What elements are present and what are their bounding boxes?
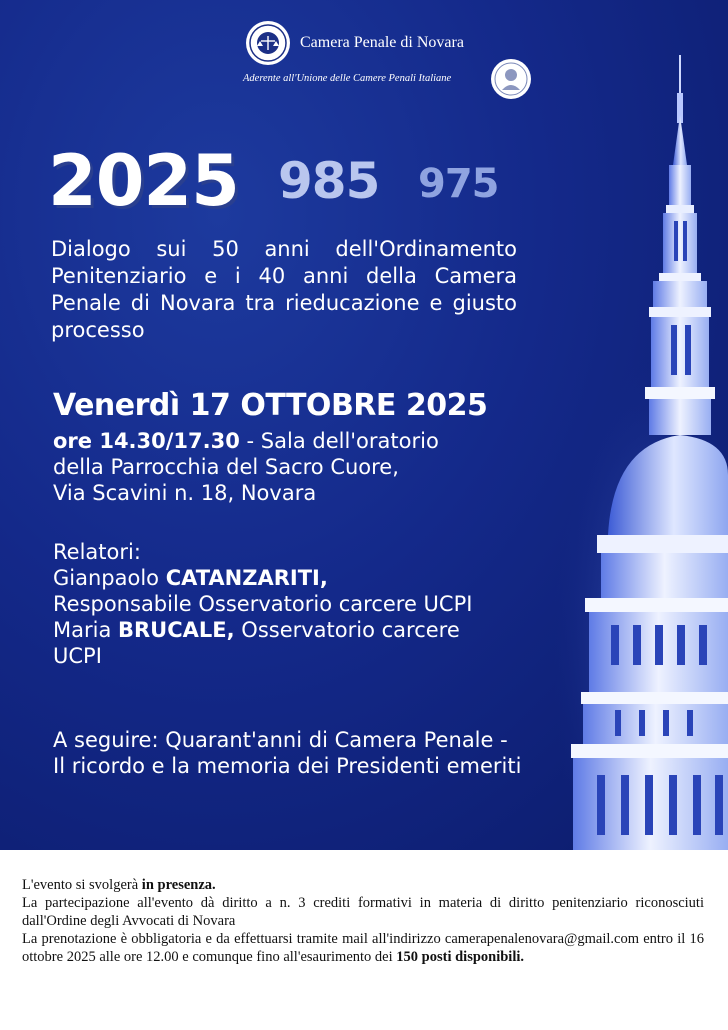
venue-line-1: - Sala dell'oratorio: [239, 429, 439, 453]
speaker-2-first: Maria: [53, 618, 118, 642]
footer-seats: 150 posti disponibili.: [396, 949, 525, 965]
footer-booking-text: La prenotazione è obbligatoria e da effettuarsi tramite mail all'indirizzo camerapenalenovara@gmail.com entro il 16 ottobre 2025 alle ore 12.00 e comunque fino all'esaurimento dei: [22, 931, 704, 965]
event-time: ore 14.30/17.30: [53, 429, 240, 453]
cupola-image: [553, 55, 728, 850]
speaker-1-first: Gianpaolo: [53, 566, 166, 590]
header: [245, 20, 545, 110]
event-description: Dialogo sui 50 anni dell'Ordinamento Penitenziario e i 40 anni della Camera Penale di Novara tra rieducazione e giusto processo: [51, 237, 517, 342]
speaker-1-last: CATANZARITI,: [165, 566, 328, 590]
footer-line-1-a: L'evento si svolgerà: [22, 877, 142, 893]
speakers-heading: Relatori:: [53, 540, 141, 564]
event-venue: [53, 428, 523, 506]
ucpi-logo-icon: [490, 58, 532, 100]
speaker-2-role: Osservatorio carcere UCPI: [53, 618, 460, 668]
org-name: Camera Penale di Novara: [300, 34, 464, 51]
footer-booking: [22, 930, 704, 966]
speakers: [53, 539, 513, 669]
footer-line-1: [22, 876, 704, 894]
footer-credits: La partecipazione all'evento dà diritto a n. 3 crediti formativi in materia di diritto penitenziario riconosciuti dall'Ordine degli Avvocati di Novara: [22, 895, 704, 929]
year-975: 975: [418, 161, 499, 207]
follow-up-text: A seguire: Quarant'anni di Camera Penale - Il ricordo e la memoria dei Presidenti emeriti: [53, 728, 522, 778]
footer-in-presenza: in presenza.: [141, 877, 216, 893]
camera-penale-seal-icon: [245, 20, 291, 66]
event-date: Venerdì 17 OTTOBRE 2025: [53, 388, 488, 423]
adherent-text: Aderente all'Unione delle Camere Penali Italiane: [243, 73, 452, 84]
footer-info: [22, 876, 704, 966]
year-985: 985: [278, 152, 380, 210]
venue-line-3: Via Scavini n. 18, Novara: [53, 481, 317, 505]
speaker-2-last: BRUCALE,: [118, 618, 235, 642]
speaker-1-role: Responsabile Osservatorio carcere UCPI: [53, 592, 473, 616]
year-2025: 2025: [48, 140, 239, 222]
venue-line-2: della Parrocchia del Sacro Cuore,: [53, 455, 399, 479]
